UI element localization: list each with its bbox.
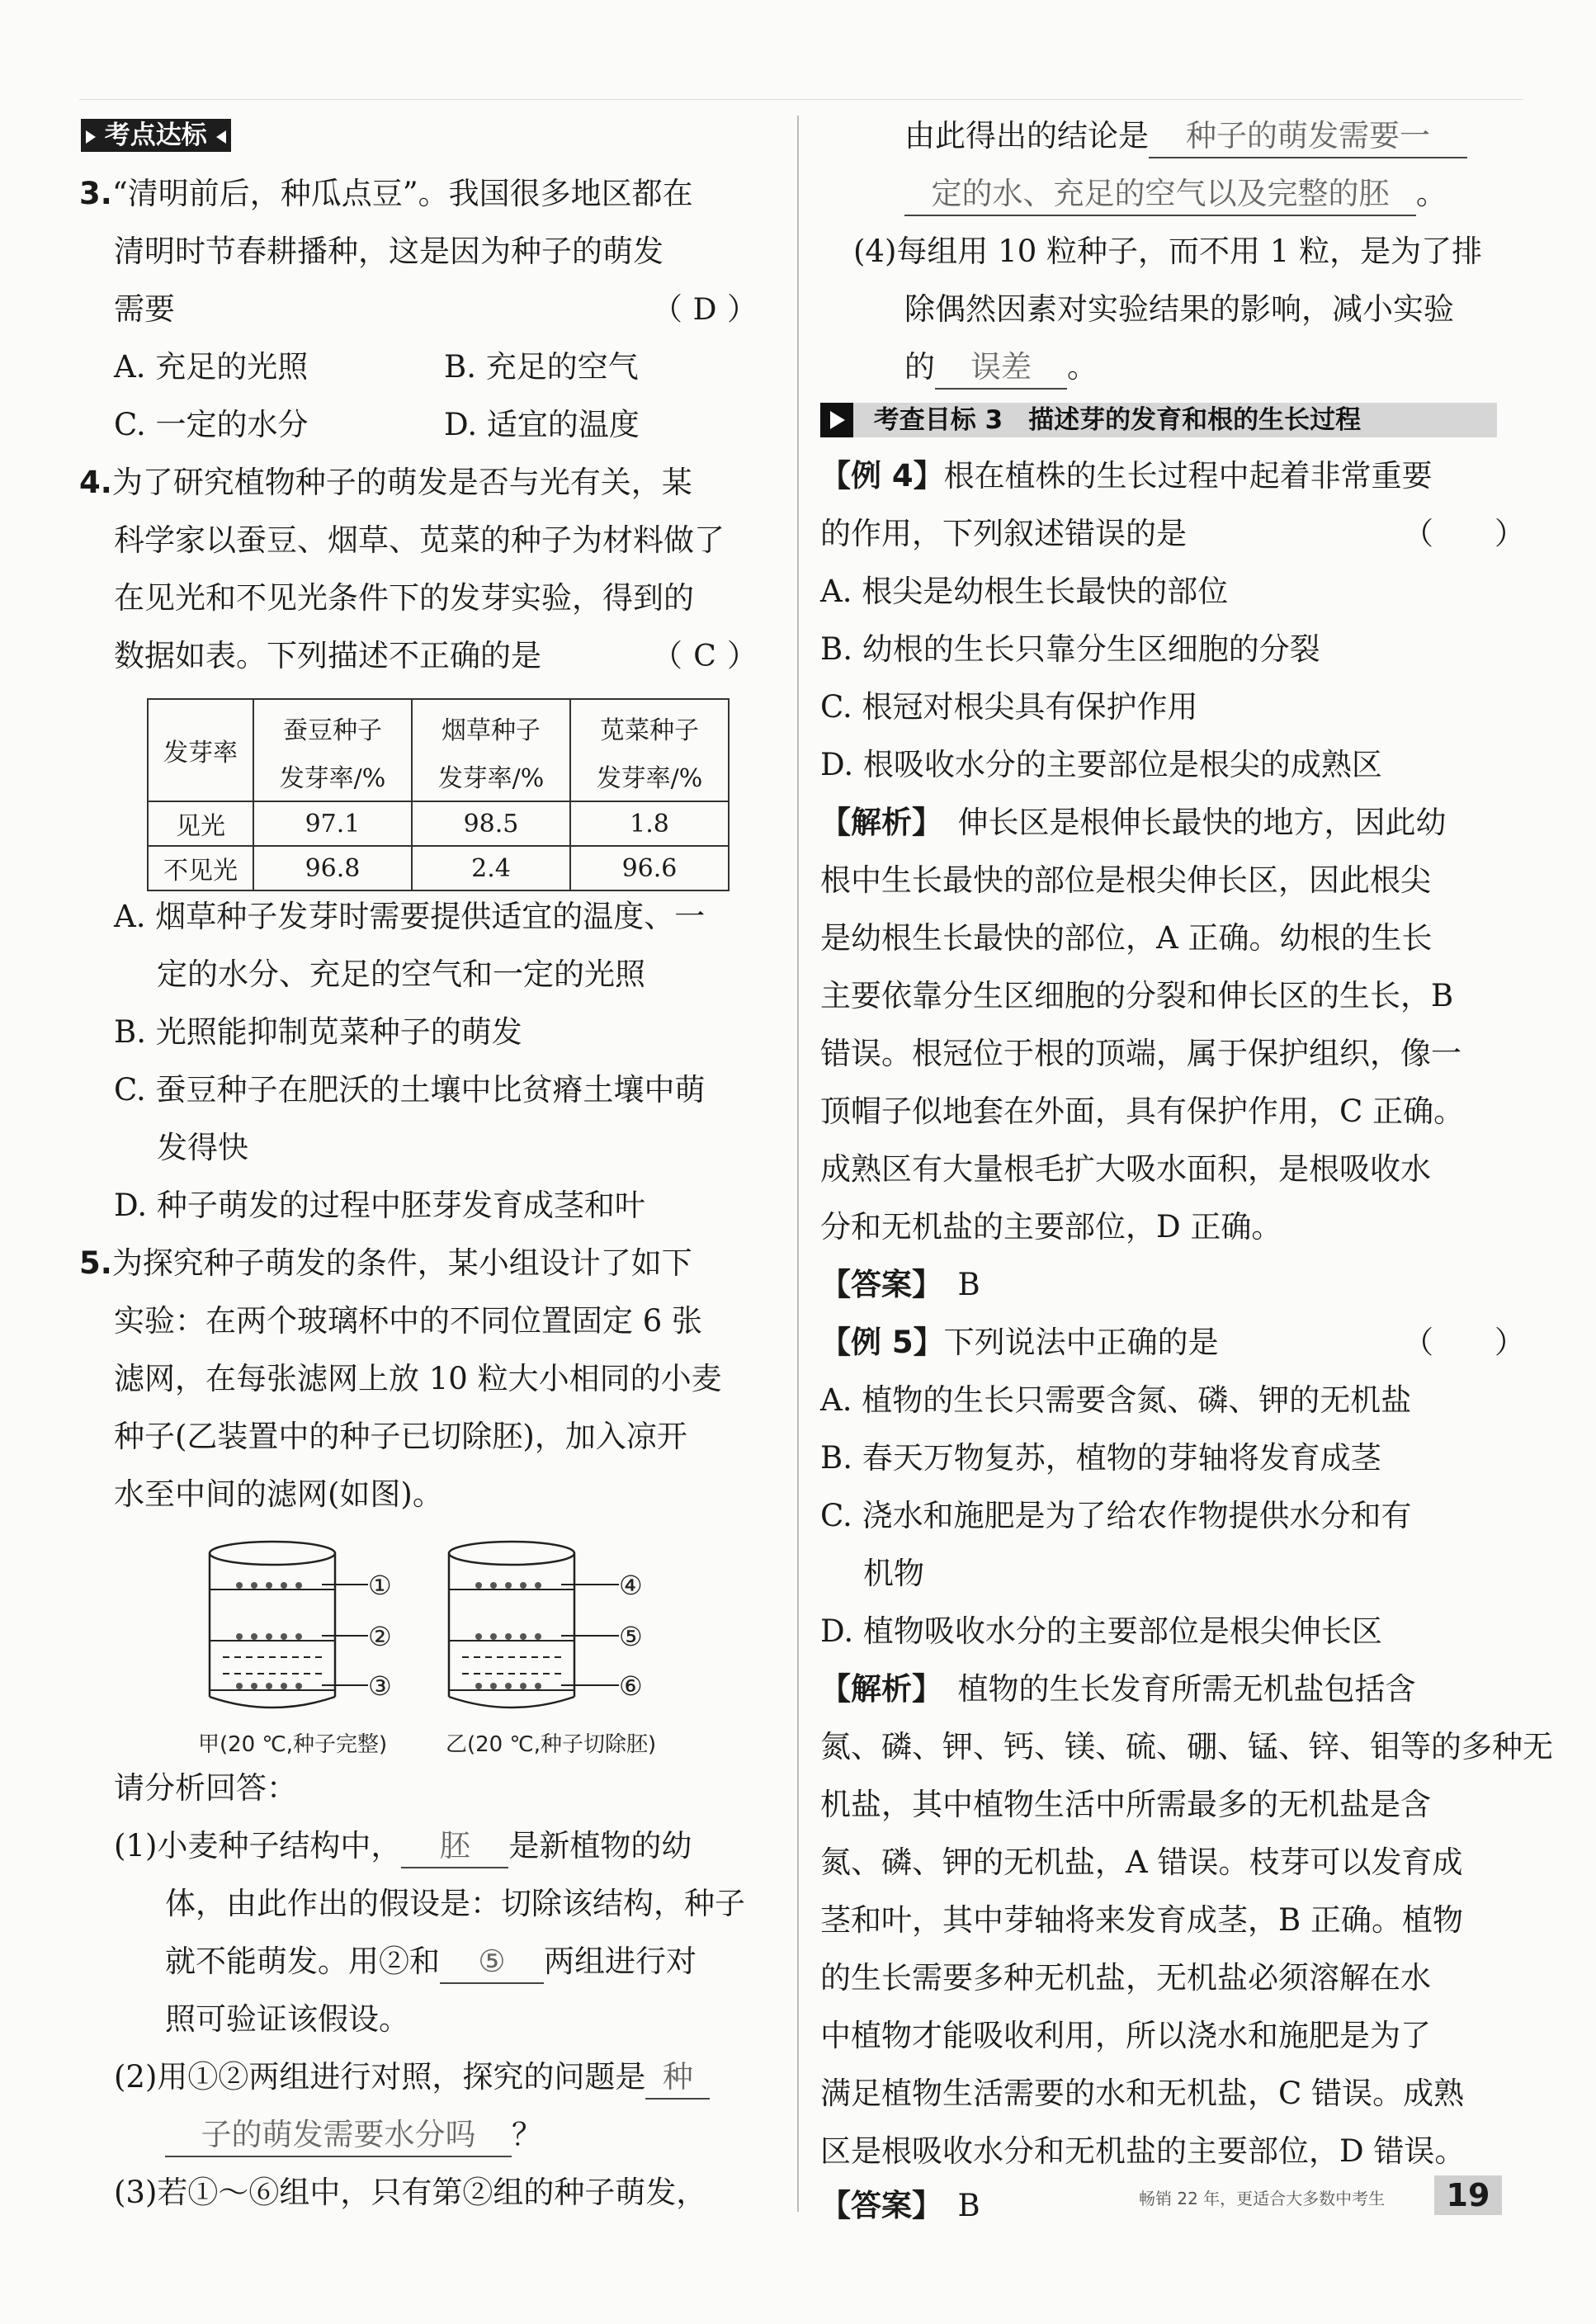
q5-sub2-blank-2: 子的萌发需要水分吗 bbox=[165, 2114, 512, 2157]
ex4-analysis-tag: 【解析】 bbox=[820, 805, 928, 840]
play-right-icon bbox=[86, 130, 96, 144]
q4-answer-bracket: （ C ） bbox=[652, 635, 758, 678]
figure-caption-b: 乙(20 ℃,种子切除胚) bbox=[446, 1732, 657, 1757]
q3-line-3: 需要 bbox=[114, 291, 175, 327]
q5-sub4-text-c: 的 bbox=[904, 349, 935, 385]
table-header-unit: 发芽率/% bbox=[570, 750, 729, 801]
table-header: 苋菜种子 bbox=[570, 699, 729, 750]
ex4-answer-bracket: （ ） bbox=[1403, 516, 1525, 551]
q4-text-1: 为了研究植物种子的萌发是否与光有关，某 bbox=[111, 465, 692, 500]
q3-option-c: C. 一定的水分 bbox=[114, 407, 309, 442]
ex4-analysis-line-7: 成熟区有大量根毛扩大吸水面积，是根吸收水 bbox=[820, 1151, 1431, 1187]
q3-option-b: B. 充足的空气 bbox=[444, 349, 639, 385]
q4-option-c-2: 发得快 bbox=[157, 1130, 248, 1165]
q5-sub2-line-2 bbox=[165, 2114, 542, 2157]
q5-line-4: 种子(乙装置中的种子已切除胚)，加入凉开 bbox=[114, 1419, 687, 1454]
table-cell: 1.8 bbox=[570, 801, 729, 846]
q3-line-1 bbox=[79, 173, 693, 215]
q5-sub1-text-b: 是新植物的幼 bbox=[508, 1828, 692, 1863]
q5-sub3-line-2 bbox=[904, 116, 1467, 158]
figure-label-5: ⑤ bbox=[619, 1621, 643, 1652]
table-row bbox=[148, 846, 729, 890]
q5-text-1: 为探究种子萌发的条件，某小组设计了如下 bbox=[111, 1245, 692, 1281]
figure-label-3: ③ bbox=[368, 1670, 392, 1702]
objective-banner-text: 考查目标 3 描述芽的发育和根的生长过程 bbox=[873, 405, 1362, 435]
table-corner: 发芽率 bbox=[148, 699, 253, 801]
ex5-option-c-1: C. 浇水和施肥是为了给农作物提供水分和有 bbox=[820, 1498, 1412, 1533]
q5-sub3-line-1: (3)若①～⑥组中，只有第②组的种子萌发， bbox=[114, 2175, 707, 2210]
q5-sub4-blank: 误差 bbox=[935, 347, 1067, 390]
figure-label-1: ① bbox=[368, 1570, 392, 1601]
q5-sub4-line-3 bbox=[904, 347, 1098, 390]
q3-number: 3. bbox=[79, 176, 112, 211]
q4-line-4: 数据如表。下列描述不正确的是 bbox=[114, 638, 541, 673]
q5-number: 5. bbox=[79, 1245, 112, 1281]
table-cell: 见光 bbox=[148, 801, 253, 846]
ex5-analysis-tag: 【解析】 bbox=[820, 1671, 928, 1707]
q4-line-1 bbox=[79, 462, 692, 503]
ex5-analysis-line-5: 茎和叶，其中芽轴将来发育成茎，B 正确。植物 bbox=[820, 1902, 1463, 1938]
top-rule bbox=[79, 99, 1523, 100]
q5-sub2-text-a: (2)用①②两组进行对照，探究的问题是 bbox=[114, 2059, 646, 2095]
q4-line-3: 在见光和不见光条件下的发芽实验，得到的 bbox=[114, 580, 694, 616]
banner-text: 考点达标 bbox=[104, 120, 207, 150]
germination-table bbox=[147, 698, 730, 891]
q5-sub1-line-4: 照可验证该假设。 bbox=[165, 2001, 409, 2037]
objective-banner bbox=[820, 403, 1497, 437]
q5-sub1-text-a: (1)小麦种子结构中， bbox=[114, 1828, 402, 1863]
q5-sub2-text-b: ？ bbox=[512, 2117, 542, 2152]
ex5-analysis-line-3: 机盐，其中植物生活中所需最多的无机盐是含 bbox=[820, 1787, 1431, 1822]
ex5-option-b: B. 春天万物复苏，植物的芽轴将发育成茎 bbox=[820, 1440, 1381, 1476]
q4-option-a-2: 定的水分、充足的空气和一定的光照 bbox=[157, 957, 645, 992]
ex5-analysis-line-8: 满足植物生活需要的水和无机盐，C 错误。成熟 bbox=[820, 2076, 1465, 2111]
table-cell: 不见光 bbox=[148, 846, 253, 890]
figure-label-6: ⑥ bbox=[619, 1670, 643, 1702]
table-cell: 98.5 bbox=[412, 801, 570, 846]
ex4-analysis-line-3: 是幼根生长最快的部位，A 正确。幼根的生长 bbox=[820, 920, 1433, 956]
ex5-analysis-line-4: 氮、磷、钾的无机盐，A 错误。枝芽可以发育成 bbox=[820, 1845, 1463, 1880]
q3-answer: D bbox=[692, 293, 717, 327]
ex4-analysis-line-4: 主要依靠分生区细胞的分裂和伸长区的生长，B bbox=[820, 978, 1454, 1013]
ex5-analysis-line-1 bbox=[820, 1669, 1416, 1710]
q5-sub1-line-2: 体，由此作出的假设是：切除该结构，种子 bbox=[165, 1886, 745, 1921]
ex4-line-1 bbox=[820, 456, 1433, 497]
q5-sub1-blank-1: 胚 bbox=[401, 1826, 508, 1868]
q5-line-2: 实验：在两个玻璃杯中的不同位置固定 6 张 bbox=[114, 1303, 703, 1339]
q5-prompt: 请分析回答： bbox=[114, 1770, 297, 1806]
beaker-figure bbox=[198, 1535, 726, 1783]
figure-label-4: ④ bbox=[619, 1570, 643, 1601]
table-row bbox=[148, 699, 729, 750]
q3-line-2: 清明时节春耕播种，这是因为种子的萌发 bbox=[114, 234, 663, 269]
q4-answer: C bbox=[693, 640, 716, 673]
ex4-analysis-line-2: 根中生长最快的部位是根尖伸长区，因此根尖 bbox=[820, 862, 1431, 898]
ex4-analysis-line-8: 分和无机盐的主要部位，D 正确。 bbox=[820, 1209, 1282, 1245]
q5-line-5: 水至中间的滤网(如图)。 bbox=[114, 1476, 443, 1512]
footer-slogan: 畅销 22 年，更适合大多数中考生 bbox=[1139, 2189, 1386, 2208]
ex5-answer: B bbox=[957, 2188, 980, 2223]
q5-sub3-line-3 bbox=[904, 173, 1447, 216]
section-banner bbox=[81, 119, 231, 152]
q5-sub4-line-2: 除偶然因素对实验结果的影响，减小实验 bbox=[904, 291, 1454, 327]
ex5-option-d: D. 植物吸收水分的主要部位是根尖伸长区 bbox=[820, 1613, 1382, 1649]
ex5-analysis-line-7: 中植物才能吸收利用，所以浇水和施肥是为了 bbox=[820, 2018, 1431, 2053]
ex5-tag: 【例 5】 bbox=[820, 1325, 944, 1360]
q5-line-1 bbox=[79, 1243, 692, 1284]
q5-sub3-text-b: 。 bbox=[1416, 176, 1447, 211]
q5-sub1-text-d: 就不能萌发。用②和 bbox=[165, 1944, 440, 1979]
ex5-analysis-line-9: 区是根吸收水分和无机盐的主要部位，D 错误。 bbox=[820, 2133, 1466, 2169]
ex4-answer-line bbox=[820, 1264, 980, 1306]
q5-sub1-blank-2: ⑤ bbox=[440, 1941, 544, 1984]
ex4-answer-tag: 【答案】 bbox=[820, 1267, 928, 1302]
table-row bbox=[148, 801, 729, 846]
q5-sub2-blank-1: 种 bbox=[645, 2057, 710, 2100]
ex5-option-a: A. 植物的生长只需要含氮、磷、钾的无机盐 bbox=[820, 1382, 1412, 1418]
ex5-answer-bracket: （ ） bbox=[1403, 1325, 1525, 1360]
q5-sub4-text-d: 。 bbox=[1067, 349, 1098, 385]
q5-sub1-line-3 bbox=[165, 1941, 696, 1984]
ex5-text-1: 下列说法中正确的是 bbox=[943, 1325, 1219, 1360]
ex4-tag: 【例 4】 bbox=[820, 458, 944, 494]
ex4-answer: B bbox=[957, 1267, 980, 1302]
table-header: 烟草种子 bbox=[412, 699, 570, 750]
q4-option-c-1: C. 蚕豆种子在肥沃的土壤中比贫瘠土壤中萌 bbox=[114, 1072, 706, 1108]
q5-sub3-blank-2: 定的水、充足的空气以及完整的胚 bbox=[904, 173, 1416, 216]
column-divider bbox=[797, 116, 799, 2212]
ex4-option-a: A. 根尖是幼根生长最快的部位 bbox=[820, 574, 1229, 609]
ex4-option-d: D. 根吸收水分的主要部位是根尖的成熟区 bbox=[820, 747, 1382, 782]
q3-option-a: A. 充足的光照 bbox=[114, 349, 309, 385]
ex4-option-b: B. 幼根的生长只靠分生区细胞的分裂 bbox=[820, 631, 1320, 667]
q3-text-1: “清明前后，种瓜点豆”。我国很多地区都在 bbox=[111, 176, 693, 211]
ex5-analysis-text-1: 植物的生长发育所需无机盐包括含 bbox=[957, 1671, 1416, 1707]
q5-line-3: 滤网，在每张滤网上放 10 粒大小相同的小麦 bbox=[114, 1361, 722, 1396]
q4-number: 4. bbox=[79, 465, 112, 500]
q5-sub1-line-1 bbox=[114, 1826, 692, 1868]
table-cell: 96.6 bbox=[570, 846, 729, 890]
ex5-analysis-line-2: 氮、磷、钾、钙、镁、硫、硼、锰、锌、钼等的多种无 bbox=[820, 1729, 1553, 1764]
table-header-unit: 发芽率/% bbox=[412, 750, 570, 801]
q3-answer-bracket: （ D ） bbox=[652, 289, 758, 331]
q4-option-d: D. 种子萌发的过程中胚芽发育成茎和叶 bbox=[114, 1188, 645, 1223]
ex4-option-c: C. 根冠对根尖具有保护作用 bbox=[820, 689, 1198, 725]
q5-sub2-line-1 bbox=[114, 2057, 710, 2100]
table-header: 蚕豆种子 bbox=[253, 699, 412, 750]
table-cell: 97.1 bbox=[253, 801, 412, 846]
ex5-option-c-2: 机物 bbox=[863, 1556, 924, 1591]
ex5-answer-tag: 【答案】 bbox=[820, 2188, 928, 2223]
play-icon bbox=[820, 403, 853, 437]
q5-sub1-text-e: 两组进行对 bbox=[544, 1944, 696, 1979]
q5-sub3-blank-1: 种子的萌发需要一 bbox=[1149, 116, 1467, 158]
q5-sub4-line-1: (4)每组用 10 粒种子，而不用 1 粒，是为了排 bbox=[853, 234, 1483, 269]
ex4-analysis-line-5: 错误。根冠位于根的顶端，属于保护组织，像一 bbox=[820, 1036, 1461, 1071]
table-cell: 96.8 bbox=[253, 846, 412, 890]
ex4-analysis-line-1 bbox=[820, 802, 1447, 843]
ex5-analysis-line-6: 的生长需要多种无机盐，无机盐必须溶解在水 bbox=[820, 1960, 1431, 1996]
ex4-analysis-line-6: 顶帽子似地套在外面，具有保护作用，C 正确。 bbox=[820, 1094, 1465, 1129]
figure-caption-a: 甲(20 ℃,种子完整) bbox=[198, 1732, 388, 1757]
ex5-answer-line bbox=[820, 2185, 980, 2227]
q4-option-a-1: A. 烟草种子发芽时需要提供适宜的温度、一 bbox=[114, 899, 706, 934]
ex4-analysis-text-1: 伸长区是根伸长最快的地方，因此幼 bbox=[957, 805, 1447, 840]
ex4-text-1: 根在植株的生长过程中起着非常重要 bbox=[943, 458, 1433, 494]
table-header-unit: 发芽率/% bbox=[253, 750, 412, 801]
table-cell: 2.4 bbox=[412, 846, 570, 890]
figure-label-2: ② bbox=[368, 1621, 392, 1652]
q4-line-2: 科学家以蚕豆、烟草、苋菜的种子为材料做了 bbox=[114, 522, 725, 558]
page-number: 19 bbox=[1434, 2175, 1502, 2215]
q5-sub3-text-a: 由此得出的结论是 bbox=[904, 118, 1149, 154]
ex4-line-2: 的作用，下列叙述错误的是 bbox=[820, 516, 1187, 551]
q4-option-b: B. 光照能抑制苋菜种子的萌发 bbox=[114, 1014, 522, 1050]
q3-option-d: D. 适宜的温度 bbox=[444, 407, 640, 442]
ex5-line-1 bbox=[820, 1322, 1219, 1363]
play-left-icon bbox=[216, 130, 226, 144]
